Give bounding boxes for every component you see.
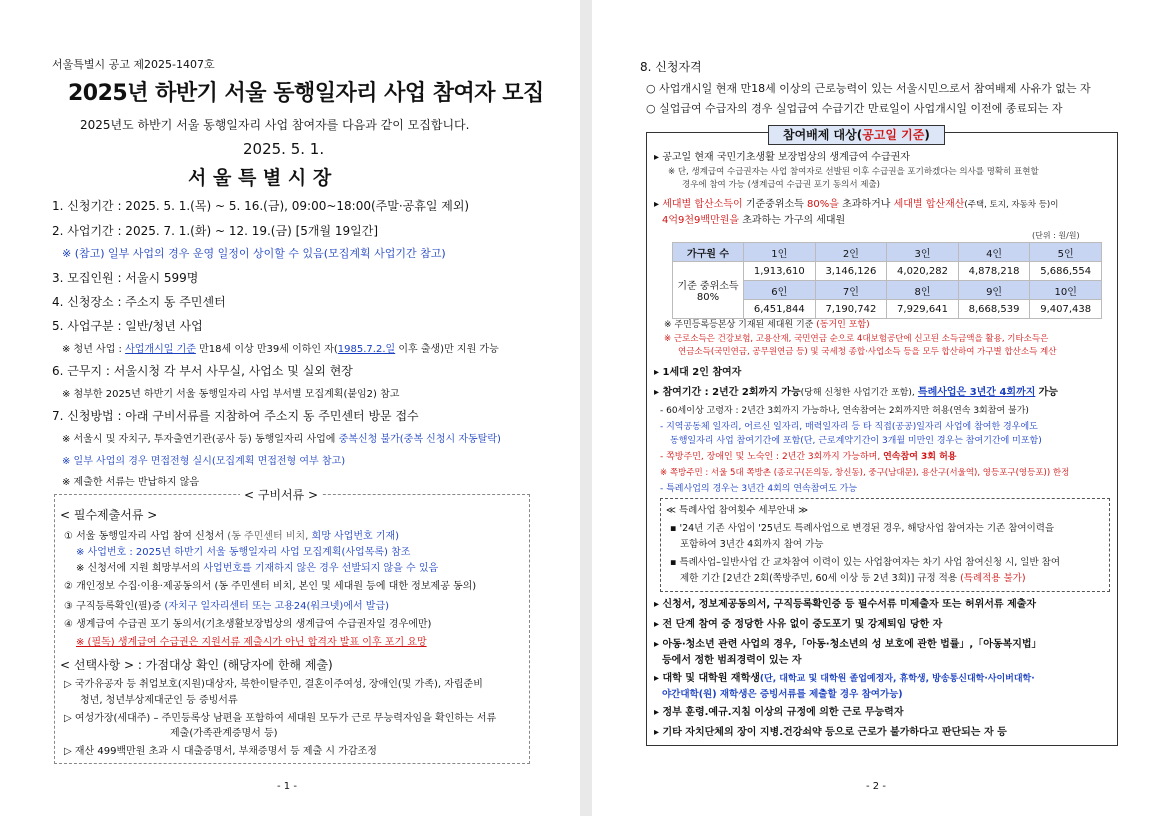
exclusion-4-sub-2-line1: - 지역공동체 일자리, 어르신 일자리, 매력일자리 등 타 직접(공공)일자리 사업에 참여한 경우에도 [660,422,1038,432]
col-1-person: 1인 [744,243,816,262]
document-page-2 [592,0,1170,816]
project-period-note: ※ (참고) 일부 사업의 경우 운영 일정이 상이할 수 있음(모집계획 사업기간 참고) [62,247,446,260]
exclusion-7-line1: ▸ 아동·청소년 관련 사업의 경우,「아동·청소년의 성 보호에 관한 법률」,「아동복지법」 [654,639,1042,650]
income-5-person: 5,686,554 [1030,262,1102,281]
youth-note: ※ 청년 사업 : 사업개시일 기준 만18세 이상 만39세 이하인 자(1985.7.2.일 이후 출생)만 지원 가능 [62,344,499,355]
lead-sentence: 2025년도 하반기 서울 동행일자리 사업 참여자를 다음과 같이 모집합니다. [80,118,470,132]
application-period: 1. 신청기간 : 2025. 5. 1.(목) ~ 5. 16.(금), 09:00~18:00(주말·공휴일 제외) [52,199,470,213]
documents-title: < 구비서류 > [240,488,322,502]
exclusion-4-sub-4: ※ 쪽방주민 : 서울 5대 쪽방촌 (종로구(돈의동, 창신동), 중구(남대문), 용산구(서울역), 영등포구(영등포)) 한정 [660,468,1070,478]
workplace-note: ※ 첨부한 2025년 하반기 서울 동행일자리 사업 부서별 모집계획(붙임2) 참고 [62,389,400,400]
exclusion-4-sub-5: - 특례사업의 경우는 3년간 4회의 연속참여도 가능 [660,484,858,494]
col-5-person: 5인 [1030,243,1102,262]
col-6-person: 6인 [744,281,816,300]
exclusion-4-sub-1: - 60세이상 고령자 : 2년간 3회까지 가능하나, 연속참여는 2회까지만 허용(연속 3회참여 불가) [660,406,1029,416]
optional-docs-title: < 선택사항 > : 가점대상 확인 (해당자에 한해 제출) [60,658,333,672]
interview-note: ※ 일부 사업의 경우 면접전형 실시(모집계획 면접전형 여부 참고) [62,456,346,467]
application-place: 4. 신청장소 : 주소지 동 주민센터 [52,295,226,309]
exclusion-10: ▸ 기타 자치단체의 장이 지병.건강쇠약 등으로 근로가 불가하다고 판단되는 자 등 [654,727,1007,738]
duplicate-note: ※ 서울시 및 자치구, 투자출연기관(공사 등) 동행일자리 사업에 중복신청 불가(중복 신청시 자동탈락) [62,434,501,445]
doc-project-number-note: ※ 사업번호 : 2025년 하반기 서울 동행일자리 사업 모집계획(사업목록) 참조 [76,547,411,558]
optional-doc-2-line1: ▷ 여성가장(세대주) – 주민등록상 남편을 포함하여 세대원 모두가 근로 무능력자임을 확인하는 서류 [64,713,497,724]
exclusion-6: ▸ 전 단계 참여 중 정당한 사유 없이 중도포기 및 강제퇴임 당한 자 [654,619,943,630]
income-4-person: 4,878,218 [958,262,1030,281]
exclusion-7-line2: 등에서 정한 범죄경력이 있는 자 [662,655,802,666]
col-7-person: 7인 [815,281,887,300]
optional-doc-2-line2: 제출(가족관계증명서 등) [170,728,278,739]
issuer: 서 울 특 별 시 장 [188,167,332,189]
eligibility-1: ○ 사업개시일 현재 만18세 이상의 근로능력이 있는 서울시민으로서 참여배제 사유가 없는 자 [646,82,1091,95]
workplace: 6. 근무지 : 서울시청 각 부서 사무실, 사업소 및 실외 현장 [52,364,353,378]
exclusion-2-line1: ▸ 세대별 합산소득이 기준중위소득 80%을 초과하거나 세대별 합산재산(주택, 토지, 자동차 등)이 [654,199,1059,210]
exclusion-1-note-line2: 경우에 참여 가능 (생계급여 수급권 포기 동의서 제출) [682,180,880,190]
doc-project-number-warning: ※ 신청서에 지원 희망부서의 사업번호를 기재하지 않은 경우 선발되지 않을 수 있음 [76,563,439,574]
income-table [672,242,1102,319]
exclusion-2-line2: 4억9천9백만원을 초과하는 가구의 세대원 [662,215,846,226]
table-unit: (단위 : 원/원) [1032,231,1080,240]
col-10-person: 10인 [1030,281,1102,300]
notice-date: 2025. 5. 1. [243,140,325,158]
guide-2-line1: ▪ 특례사업–일반사업 간 교차참여 이력이 있는 사업참여자는 차기 사업 참여신청 시, 일반 참여 [670,557,1060,568]
income-8-person: 7,929,641 [887,300,959,319]
eligibility-2: ○ 실업급여 수급자의 경우 실업급여 수급기간 만료일이 사업개시일 이전에 종료되는 자 [646,102,1063,115]
exclusion-5: ▸ 신청서, 정보제공동의서, 구직등록확인증 등 필수서류 미제출자 또는 허위서류 제출자 [654,599,1037,610]
median-income-label: 기준 중위소득 80% [673,262,744,319]
income-table-header-row [673,243,1102,262]
income-3-person: 4,020,282 [887,262,959,281]
table-note-2-line2: 연금소득(국민연금, 공무원연금 등) 및 국세청 종합·사업소득 등을 모두 합산하여 가구별 합산소득 계산 [678,347,1057,357]
project-type: 5. 사업구분 : 일반/청년 사업 [52,319,203,333]
col-4-person: 4인 [958,243,1030,262]
doc-waiver-warning: ※ (필독) 생계급여 수급권은 지원서류 제출시가 아닌 합격자 발표 이후 포기 요망 [76,637,427,648]
exclusion-8-line2: 야간대학(원) 재학생은 증빙서류를 제출할 경우 참여가능) [662,689,903,700]
col-2-person: 2인 [815,243,887,262]
exclusion-8-line1: ▸ 대학 및 대학원 재학생(단, 대학교 및 대학원 졸업예정자, 휴학생, 방송통신대학·사이버대학· [654,673,1035,684]
col-9-person: 9인 [958,281,1030,300]
exclusion-title: 참여배제 대상(공고일 기준) [768,125,945,145]
guide-title: ≪ 특례사업 참여횟수 세부안내 ≫ [666,505,809,516]
required-docs-title: < 필수제출서류 > [60,508,158,522]
doc-benefit-waiver: ④ 생계급여 수급권 포기 동의서(기초생활보장법상의 생계급여 수급권자일 경우에만) [64,619,432,630]
household-size-label: 가구원 수 [673,243,744,262]
income-1-person: 1,913,610 [744,262,816,281]
income-2-person: 3,146,126 [815,262,887,281]
optional-doc-1-line1: ▷ 국가유공자 등 취업보호(지원)대상자, 북한이탈주민, 결혼이주여성, 장애인(및 가족), 자립준비 [64,679,483,690]
exclusion-1: ▸ 공고일 현재 국민기초생활 보장법상의 생계급여 수급권자 [654,152,910,163]
exclusion-3: ▸ 1세대 2인 참여자 [654,367,742,378]
income-7-person: 7,190,742 [815,300,887,319]
doc-job-registration: ③ 구직등록확인(필)증 (자치구 일자리센터 또는 고용24(워크넷)에서 발급) [64,601,390,612]
notice-number: 서울특별시 공고 제2025-1407호 [52,58,215,71]
page-number: - 1 - [277,781,297,792]
doc-privacy-consent: ② 개인정보 수집·이용·제공동의서 (동 주민센터 비치, 본인 및 세대원 등에 대한 정보제공 동의) [64,581,477,592]
guide-1-line1: ▪ '24년 기존 사업이 '25년도 특례사업으로 변경된 경우, 해당사업 참여자는 기존 참여이력을 [670,523,1055,534]
optional-doc-3: ▷ 재산 499백만원 초과 시 대출증명서, 부채증명서 등 제출 시 가감조정 [64,746,377,757]
no-return-note: ※ 제출한 서류는 반납하지 않음 [62,477,200,488]
income-table-row-1 [673,262,1102,281]
section-eligibility: 8. 신청자격 [640,60,702,74]
table-note-2-line1: ※ 근로소득은 건강보험, 고용산재, 국민연금 순으로 4대보험공단에 신고된 소득금액을 활용, 기타소득은 [664,334,1049,344]
application-method: 7. 신청방법 : 아래 구비서류를 지참하여 주소지 동 주민센터 방문 접수 [52,409,419,423]
page-number: - 2 - [866,781,886,792]
table-note-1: ※ 주민등록등본상 기재된 세대원 기준 (동거인 포함) [664,320,870,330]
doc-application-form: ① 서울 동행일자리 사업 참여 신청서 (동 주민센터 비치, 희망 사업번호 기재) [64,531,400,542]
exclusion-4: ▸ 참여기간 : 2년간 2회까지 가능(당해 신청한 사업기간 포함), 특례사업은 3년간 4회까지 가능 [654,387,1058,398]
recruit-count: 3. 모집인원 : 서울시 599명 [52,271,199,285]
guide-2-line2: 제한 기간 [2년간 2회(쪽방주민, 60세 이상 등 2년 3회)] 규정 적용 (특례적용 불가) [680,573,1026,584]
income-10-person: 9,407,438 [1030,300,1102,319]
exclusion-9: ▸ 정부 훈령.예규.지침 이상의 규정에 의한 근로 무능력자 [654,707,904,718]
exclusion-1-note-line1: ※ 단, 생계급여 수급권자는 사업 참여자로 선발된 이후 수급권을 포기하겠다는 의사를 명확히 표현할 [668,167,1039,177]
income-9-person: 8,668,539 [958,300,1030,319]
optional-doc-1-line2: 청년, 청년부상제대군인 등 증빙서류 [80,695,238,706]
col-8-person: 8인 [887,281,959,300]
exclusion-4-sub-2-line2: 동행일자리 사업 참여기간에 포함(단, 근로계약기간이 3개월 미만인 경우는 참여기간에 미포함) [670,436,1042,446]
page-title: 2025년 하반기 서울 동행일자리 사업 참여자 모집 [68,81,544,106]
income-6-person: 6,451,844 [744,300,816,319]
document-page-1 [0,0,580,816]
guide-1-line2: 포함하여 3년간 4회까지 참여 가능 [680,539,824,550]
col-3-person: 3인 [887,243,959,262]
exclusion-4-sub-3: - 쪽방주민, 장애인 및 노숙인 : 2년간 3회까지 가능하며, 연속참여 3회 허용 [660,452,957,462]
project-period: 2. 사업기간 : 2025. 7. 1.(화) ~ 12. 19.(금) [5개월 19일간] [52,224,379,238]
